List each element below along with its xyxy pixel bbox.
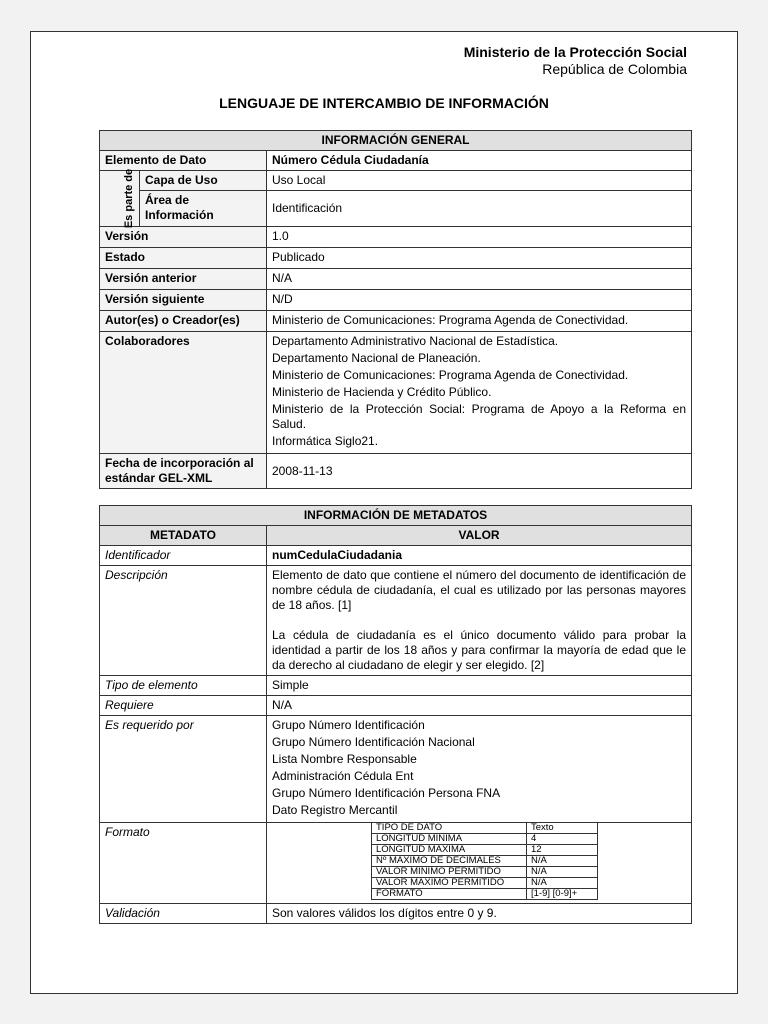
general-info-heading: INFORMACIÓN GENERAL [100,131,692,151]
area-value: Identificación [267,191,692,227]
tipo-elemento-label: Tipo de elemento [100,676,267,696]
colaboradores-label: Colaboradores [100,332,267,454]
formato-value [267,823,692,904]
formato-key: FORMATO [372,889,527,900]
formato-val: Texto [527,823,598,834]
document-header [464,44,687,78]
autor-value: Ministerio de Comunicaciones: Programa Agenda de Conectividad. [267,311,692,332]
colaborador-item: Ministerio de la Protección Social: Programa de Apoyo a la Reforma en Salud. [272,402,686,431]
capa-value: Uso Local [267,171,692,191]
autor-label: Autor(es) o Creador(es) [100,311,267,332]
requiere-label: Requiere [100,696,267,716]
requerido-por-item: Grupo Número Identificación [272,718,425,732]
identificador-label: Identificador [100,546,267,566]
colaborador-item: Ministerio de Comunicaciones: Programa Agenda de Conectividad. [272,368,629,382]
document-page [30,31,738,994]
general-info-table [99,130,692,489]
colaborador-item: Departamento Administrativo Nacional de Estadística. [272,334,559,348]
area-label: Área de Información [140,191,267,227]
colaboradores-list [267,332,692,454]
fecha-value: 2008-11-13 [267,454,692,489]
version-label: Versión [100,227,267,248]
identificador-value: numCedulaCiudadania [267,546,692,566]
formato-val: 4 [527,834,598,845]
requerido-por-item: Administración Cédula Ent [272,769,414,783]
formato-table [371,822,598,900]
formato-row [372,845,598,856]
formato-val: N/A [527,878,598,889]
formato-row [372,889,598,900]
formato-val: N/A [527,867,598,878]
estado-value: Publicado [267,248,692,269]
elemento-label: Elemento de Dato [100,151,267,171]
document-title: LENGUAJE DE INTERCAMBIO DE INFORMACIÓN [219,95,549,111]
formato-row [372,823,598,834]
version-anterior-value: N/A [267,269,692,290]
metadata-heading: INFORMACIÓN DE METADATOS [100,506,692,526]
requerido-por-item: Grupo Número Identificación Nacional [272,735,475,749]
descripcion-value [267,566,692,676]
capa-label: Capa de Uso [140,171,267,191]
colaborador-item: Informática Siglo21. [272,434,379,448]
formato-key: VALOR MAXIMO PERMITIDO [372,878,527,889]
formato-key: LONGITUD MINIMA [372,834,527,845]
version-siguiente-label: Versión siguiente [100,290,267,311]
version-value: 1.0 [267,227,692,248]
metadato-column-header: METADATO [100,526,267,546]
requerido-por-label: Es requerido por [100,716,267,823]
formato-row [372,834,598,845]
country-name: República de Colombia [542,61,687,77]
requiere-value: N/A [267,696,692,716]
formato-row [372,856,598,867]
valor-column-header: VALOR [267,526,692,546]
tipo-elemento-value: Simple [267,676,692,696]
ministry-name: Ministerio de la Protección Social [463,44,687,60]
formato-label: Formato [100,823,267,904]
formato-row [372,867,598,878]
es-parte-de-text: Es parte de [123,168,136,229]
es-parte-de-label [100,168,140,229]
version-anterior-label: Versión anterior [100,269,267,290]
colaborador-item: Ministerio de Hacienda y Crédito Público. [272,385,492,399]
colaborador-item: Departamento Nacional de Planeación. [272,351,481,365]
metadata-table [99,505,692,924]
requerido-por-item: Grupo Número Identificación Persona FNA [272,786,501,800]
formato-val: 12 [527,845,598,856]
formato-row [372,878,598,889]
validacion-value: Son valores válidos los dígitos entre 0 y 9. [267,904,692,924]
descripcion-label: Descripción [100,566,267,676]
formato-val: N/A [527,856,598,867]
formato-key: LONGITUD MAXIMA [372,845,527,856]
descripcion-paragraph: La cédula de ciudadanía es el único documento válido para probar la identidad a partir de los 18 años y para confirmar la mayoría de edad que le da derecho al ciudadano de elegir y ser elegido. [2] [272,628,687,672]
formato-key: VALOR MINIMO PERMITIDO [372,867,527,878]
elemento-value: Número Cédula Ciudadanía [267,151,692,171]
requerido-por-item: Lista Nombre Responsable [272,752,417,766]
formato-val: [1-9] [0-9]+ [527,889,598,900]
version-siguiente-value: N/D [267,290,692,311]
validacion-label: Validación [100,904,267,924]
fecha-label: Fecha de incorporación al estándar GEL-XML [100,454,267,489]
requerido-por-item: Dato Registro Mercantil [272,803,398,817]
formato-key: Nº MAXIMO DE DECIMALES [372,856,527,867]
formato-key: TIPO DE DATO [372,823,527,834]
estado-label: Estado [100,248,267,269]
descripcion-paragraph: Elemento de dato que contiene el número del documento de identificación de nombre cédula de ciudadanía, el cual es utilizado por las personas mayores de 18 años. [1] [272,568,687,612]
requerido-por-list [267,716,692,823]
